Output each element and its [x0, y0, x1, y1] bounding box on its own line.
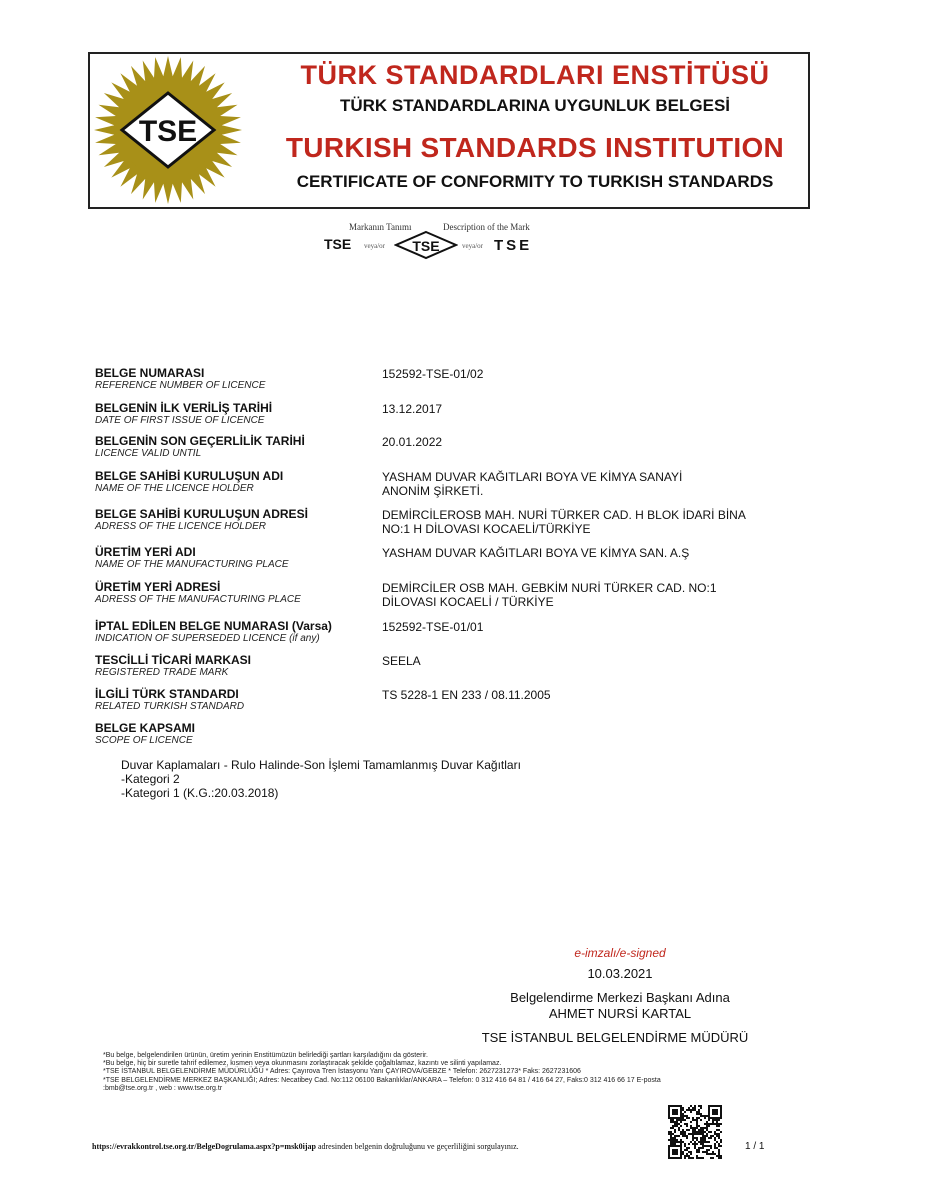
verification-link[interactable]: https://evrakkontrol.tse.org.tr/BelgeDogrulama.aspx?p=msk0ijap: [92, 1142, 316, 1151]
signature-date: 10.03.2021: [587, 966, 653, 981]
field-sublabel: REFERENCE NUMBER OF LICENCE: [95, 380, 266, 391]
mark-tse-text: TSE: [324, 236, 352, 252]
institution-title-en: TURKISH STANDARDS INSTITUTION: [285, 132, 785, 163]
scope-line: -Kategori 1 (K.G.:20.03.2018): [121, 786, 279, 800]
footnote-line: *Bu belge, hiç bir suretle tahrif edilemez, kısmen veya okunmasını zorlaştıracak şekilde çoğaltılamaz, kazıntı ve silinti yapılamaz.: [103, 1060, 502, 1068]
signatory-office: TSE İSTANBUL BELGELENDİRME MÜDÜRÜ: [481, 1030, 749, 1045]
field-label: BELGENİN SON GEÇERLİLİK TARİHİ: [95, 434, 305, 448]
footnote-line: :bmb@tse.org.tr , web : www.tse.org.tr: [103, 1084, 223, 1092]
certificate-title-tr: TÜRK STANDARDLARINA UYGUNLUK BELGESİ: [339, 96, 731, 115]
e-signed-label: e-imzalı/e-signed: [574, 946, 666, 960]
field-sublabel: ADRESS OF THE LICENCE HOLDER: [95, 521, 266, 532]
signatory-name: AHMET NURSİ KARTAL: [548, 1006, 692, 1021]
page-number: 1 / 1: [745, 1141, 765, 1152]
tse-mark-logo: [394, 230, 458, 260]
footnote-line: *TSE BELGELENDİRME MERKEZ BAŞKANLIĞI; Adres: Necatibey Cad. No:112 06100 Bakanlıklar/ANKARA – Telefon: 0 312 416 64 81 / 416 64 27, Faks:0 312 416 66 17 E-posta: [103, 1076, 661, 1084]
certificate-title-en: CERTIFICATE OF CONFORMITY TO TURKISH STANDARDS: [296, 172, 774, 191]
scope-line: Duvar Kaplamaları - Rulo Halinde-Son İşlemi Tamamlanmış Duvar Kağıtları: [121, 758, 521, 772]
field-sublabel: ADRESS OF THE MANUFACTURING PLACE: [95, 594, 301, 605]
field-value: ANONİM ŞİRKETİ.: [382, 484, 484, 498]
field-sublabel: NAME OF THE MANUFACTURING PLACE: [95, 559, 289, 570]
svg-text:TSE: TSE: [138, 115, 198, 148]
field-label: İLGİLİ TÜRK STANDARDI: [95, 687, 239, 701]
field-sublabel: NAME OF THE LICENCE HOLDER: [95, 483, 254, 494]
field-sublabel: SCOPE OF LICENCE: [95, 735, 193, 746]
field-sublabel: DATE OF FIRST ISSUE OF LICENCE: [95, 415, 265, 426]
signatory-title: Belgelendirme Merkezi Başkanı Adına: [510, 990, 730, 1005]
tse-rotated-mark: [494, 236, 540, 254]
field-sublabel: RELATED TURKISH STANDARD: [95, 701, 245, 712]
field-value: 20.01.2022: [382, 435, 443, 449]
field-label: ÜRETİM YERİ ADI: [95, 545, 196, 559]
field-value: 152592-TSE-01/02: [382, 367, 484, 381]
footnote-line: *Bu belge, belgelendirilen ürünün, üretim yerinin Enstitümüzün belirlediği şartları karşıladığını da gösterir.: [103, 1052, 428, 1059]
field-value: DEMİRCİLER OSB MAH. GEBKİM NURİ TÜRKER CAD. NO:1: [382, 581, 717, 595]
qr-code: [668, 1105, 722, 1159]
field-value: YASHAM DUVAR KAĞITLARI BOYA VE KİMYA SANAYİ: [382, 470, 683, 484]
tse-seal-logo: [92, 55, 244, 205]
mark-caption-en: Description of the Mark: [443, 222, 530, 232]
field-label: BELGENİN İLK VERİLİŞ TARİHİ: [95, 401, 273, 415]
field-value: NO:1 H DİLOVASI KOCAELİ/TÜRKİYE: [382, 522, 591, 536]
field-label: BELGE SAHİBİ KURULUŞUN ADRESİ: [95, 507, 308, 521]
verification-instruction: adresinden belgenin doğruluğunu ve geçerliliğini sorgulayınız.: [315, 1142, 519, 1151]
institution-title-tr: TÜRK STANDARDLARI ENSTİTÜSÜ: [300, 60, 770, 90]
mark-caption-tr: Markanın Tanımı: [349, 222, 412, 232]
mark-or-2: veya/or: [462, 242, 483, 250]
field-label: ÜRETİM YERİ ADRESİ: [95, 580, 221, 594]
field-sublabel: REGISTERED TRADE MARK: [95, 667, 229, 678]
field-sublabel: LICENCE VALID UNTIL: [95, 448, 202, 459]
footnote-line: *TSE İSTANBUL BELGELENDİRME MÜDÜRLÜĞÜ * Adres: Çayırova Tren İstasyonu Yanı ÇAYIROVA/GEBZE * Telefon: 2627231273* Faks: 2627231606: [103, 1068, 581, 1076]
field-label: BELGE NUMARASI: [95, 366, 205, 380]
field-value: SEELA: [382, 654, 421, 668]
svg-text:TSE: TSE: [494, 237, 533, 254]
field-value: YASHAM DUVAR KAĞITLARI BOYA VE KİMYA SAN. A.Ş: [382, 546, 690, 560]
field-label: BELGE KAPSAMI: [95, 721, 196, 735]
field-label: İPTAL EDİLEN BELGE NUMARASI (Varsa): [95, 619, 332, 633]
field-value: 152592-TSE-01/01: [382, 620, 484, 634]
field-value: TS 5228-1 EN 233 / 08.11.2005: [382, 688, 551, 702]
field-sublabel: INDICATION OF SUPERSEDED LICENCE (if any): [95, 633, 320, 644]
field-value: DEMİRCİLEROSB MAH. NURİ TÜRKER CAD. H BLOK İDARİ BİNA: [382, 508, 746, 522]
field-label: BELGE SAHİBİ KURULUŞUN ADI: [95, 469, 284, 483]
field-label: TESCİLLİ TİCARİ MARKASI: [95, 653, 251, 667]
svg-text:TSE: TSE: [412, 238, 440, 254]
field-value: 13.12.2017: [382, 402, 443, 416]
scope-line: -Kategori 2: [121, 772, 180, 786]
field-value: DİLOVASI KOCAELİ / TÜRKİYE: [382, 595, 554, 609]
mark-or-1: veya/or: [364, 242, 385, 250]
verification-text: [92, 1142, 519, 1151]
